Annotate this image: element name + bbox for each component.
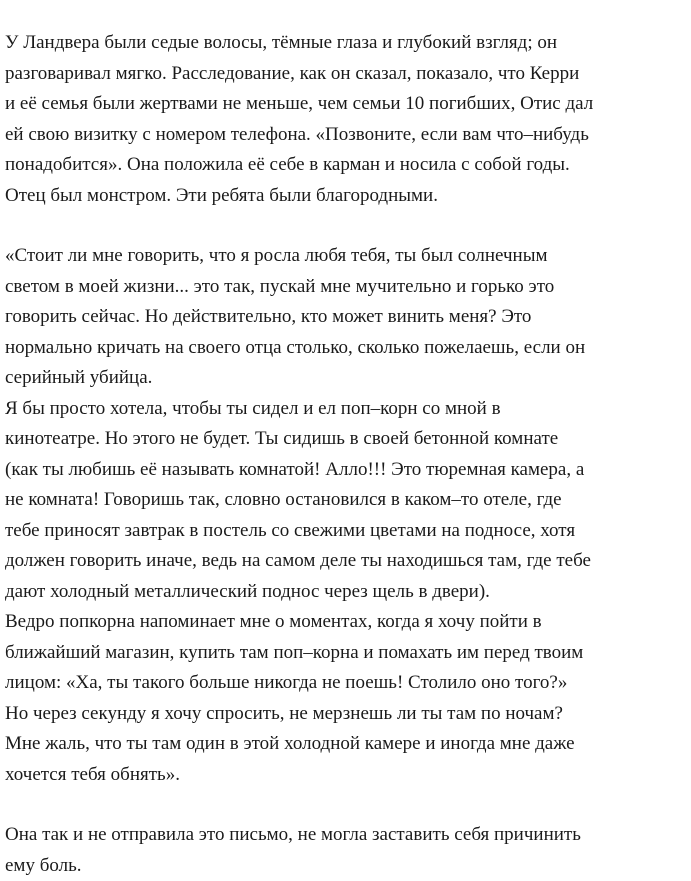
text-line: понадобится». Она положила её себе в карман и носила с собой годы. <box>5 150 689 181</box>
text-line: лицом: «Ха, ты такого больше никогда не поешь! Столило оно того?» <box>5 668 689 699</box>
letter-quote <box>5 241 689 790</box>
text-line: кинотеатре. Но этого не будет. Ты сидишь в своей бетонной комнате <box>5 424 689 455</box>
text-line: нормально кричать на своего отца столько, сколько пожелаешь, если он <box>5 333 689 364</box>
text-line: Она так и не отправила это письмо, не могла заставить себя причинить <box>5 820 689 851</box>
article-body <box>5 28 689 881</box>
text-line: (как ты любишь её называть комнатой! Алло!!! Это тюремная камера, а <box>5 455 689 486</box>
text-line: ближайший магазин, купить там поп–корна и помахать им перед твоим <box>5 638 689 669</box>
text-line: Мне жаль, что ты там один в этой холодной камере и иногда мне даже <box>5 729 689 760</box>
text-line: Ведро попкорна напоминает мне о моментах, когда я хочу пойти в <box>5 607 689 638</box>
text-line: ей свою визитку с номером телефона. «Позвоните, если вам что–нибудь <box>5 120 689 151</box>
paragraph-spacer <box>5 790 689 820</box>
text-line: ему боль. <box>5 851 689 881</box>
paragraph-final <box>5 820 689 881</box>
text-line: дают холодный металлический поднос через щель в двери). <box>5 577 689 608</box>
text-line: серийный убийца. <box>5 363 689 394</box>
text-line: Я бы просто хотела, чтобы ты сидел и ел поп–корн со мной в <box>5 394 689 425</box>
text-line: хочется тебя обнять». <box>5 760 689 791</box>
text-line: светом в моей жизни... это так, пускай мне мучительно и горько это <box>5 272 689 303</box>
paragraph-spacer <box>5 211 689 241</box>
text-line: «Стоит ли мне говорить, что я росла любя тебя, ты был солнечным <box>5 241 689 272</box>
text-line: говорить сейчас. Но действительно, кто может винить меня? Это <box>5 302 689 333</box>
text-line: Но через секунду я хочу спросить, не мерзнешь ли ты там по ночам? <box>5 699 689 730</box>
text-line: Отец был монстром. Эти ребята были благородными. <box>5 181 689 212</box>
text-line: тебе приносят завтрак в постель со свежими цветами на подносе, хотя <box>5 516 689 547</box>
paragraph-landwehr <box>5 28 689 211</box>
text-line: У Ландвера были седые волосы, тёмные глаза и глубокий взгляд; он <box>5 28 689 59</box>
text-line: разговаривал мягко. Расследование, как он сказал, показало, что Керри <box>5 59 689 90</box>
text-line: не комната! Говоришь так, словно остановился в каком–то отеле, где <box>5 485 689 516</box>
text-line: должен говорить иначе, ведь на самом деле ты находишься там, где тебе <box>5 546 689 577</box>
text-line: и её семья были жертвами не меньше, чем семьи 10 погибших, Отис дал <box>5 89 689 120</box>
